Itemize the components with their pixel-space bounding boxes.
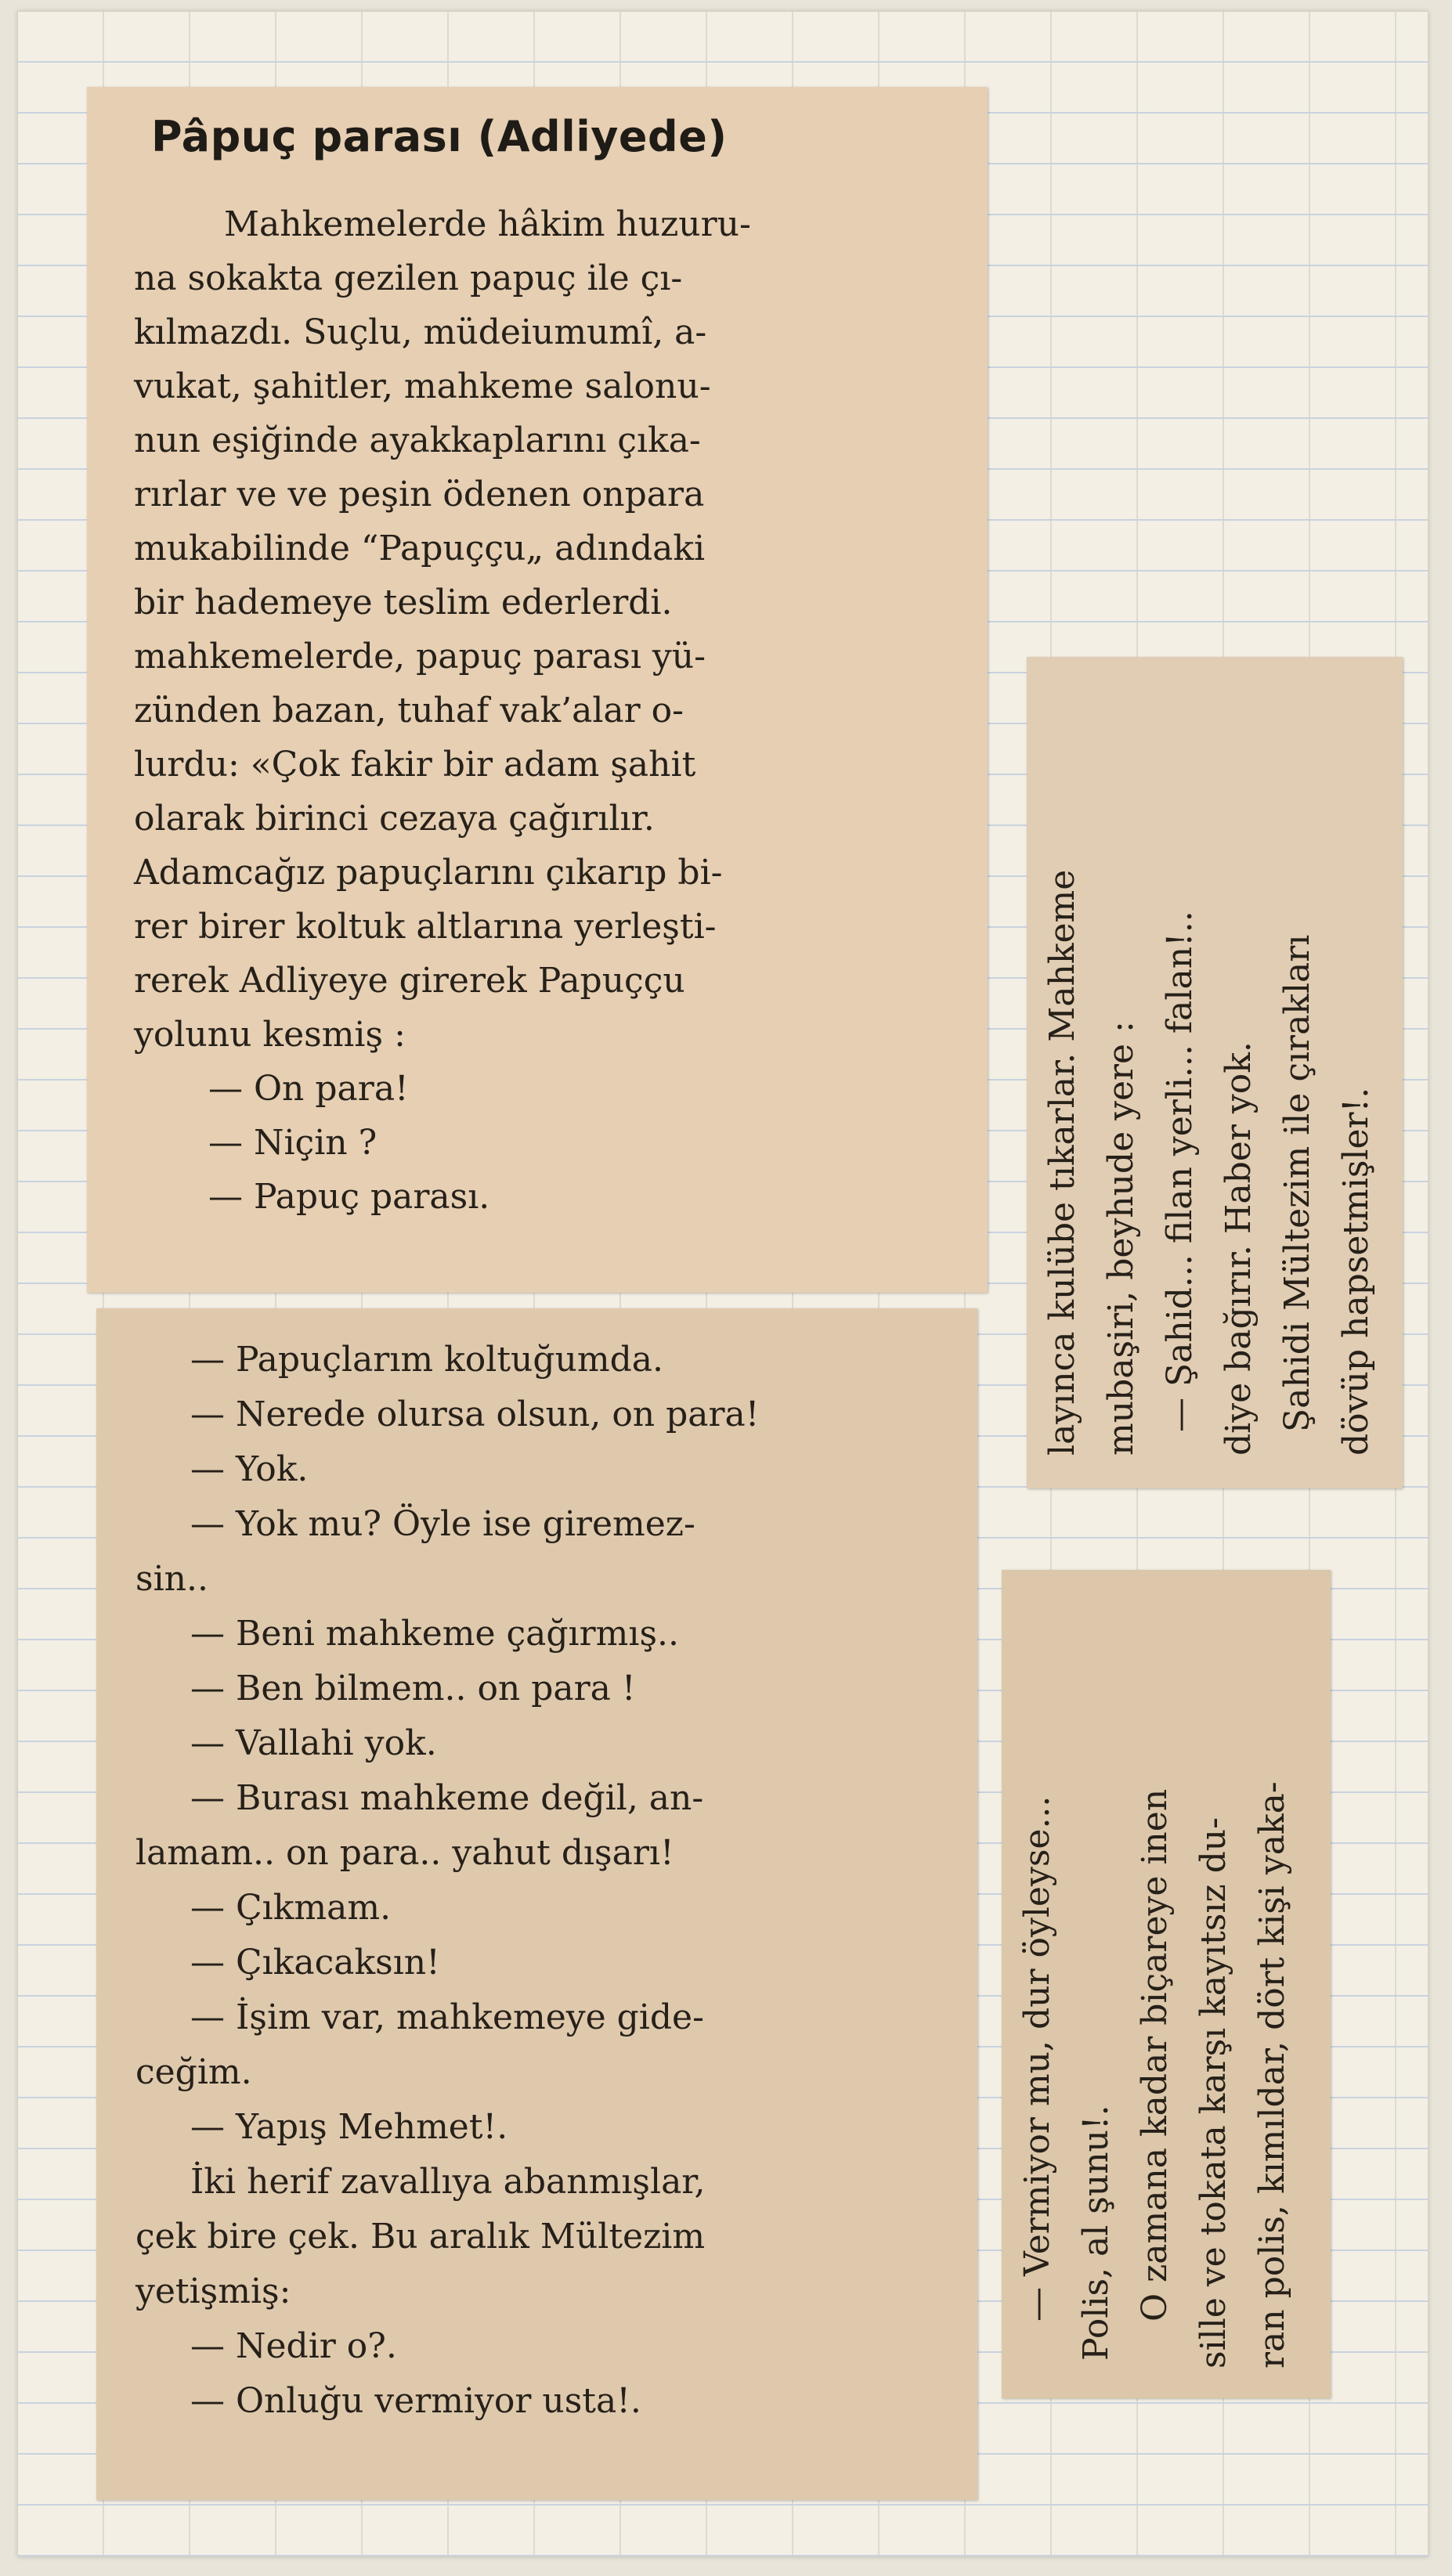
text-line: kılmazdı. Suçlu, müdeiumumî, a- bbox=[134, 312, 707, 352]
text-line: yolunu kesmiş : bbox=[134, 1015, 406, 1055]
text-line: — Burası mahkeme değil, an- bbox=[190, 1778, 704, 1818]
text-line: Adamcağız papuçlarını çıkarıp bi- bbox=[134, 853, 723, 893]
text-line: — Beni mahkeme çağırmış.. bbox=[190, 1614, 679, 1654]
text-line: — Nerede olursa olsun, on para! bbox=[190, 1394, 760, 1434]
text-column: O zamana kadar biçareye inen bbox=[1135, 1788, 1175, 2322]
text-column: dövüp hapsetmişler!. bbox=[1336, 1087, 1376, 1456]
text-line: mahkemelerde, papuç parası yü- bbox=[134, 637, 706, 676]
text-line: — Vallahi yok. bbox=[190, 1723, 437, 1763]
text-line: — Yok. bbox=[190, 1449, 309, 1489]
text-line: lurdu: «Çok fakir bir adam şahit bbox=[134, 745, 696, 785]
text-line: — Nedir o?. bbox=[190, 2326, 397, 2366]
text-line: Mahkemelerde hâkim huzuru- bbox=[224, 204, 751, 244]
text-column: ran polis, kımıldar, dört kişi yaka- bbox=[1252, 1781, 1292, 2369]
text-line: — İşim var, mahkemeye gide- bbox=[190, 1997, 704, 2037]
text-line: nun eşiğinde ayakkaplarını çıka- bbox=[134, 420, 701, 460]
text-line: rırlar ve ve peşin ödenen onpara bbox=[134, 474, 705, 514]
text-column: Polis, al şunu!. bbox=[1076, 2105, 1116, 2361]
text-line: ceğim. bbox=[135, 2052, 252, 2092]
clipping-title: Pâpuç parası (Adliyede) bbox=[151, 112, 728, 161]
text-line: — Çıkacaksın! bbox=[190, 1943, 440, 1983]
clipping-vertical-upper bbox=[1027, 657, 1403, 1488]
clipping-continued bbox=[96, 1308, 977, 2500]
text-line: — Niçin ? bbox=[208, 1123, 377, 1163]
text-line: — On para! bbox=[208, 1069, 409, 1109]
text-column: layınca kulübe tıkarlar. Mahkeme bbox=[1042, 869, 1082, 1456]
text-line: — Onluğu vermiyor usta!. bbox=[190, 2381, 641, 2421]
text-line: olarak birinci cezaya çağırılır. bbox=[134, 799, 655, 839]
text-line: lamam.. on para.. yahut dışarı! bbox=[135, 1833, 674, 1873]
text-line: rerek Adliyeye girerek Papuççu bbox=[134, 961, 685, 1001]
clipping-vertical-lower bbox=[1002, 1570, 1331, 2398]
text-line: — Yok mu? Öyle ise giremez- bbox=[190, 1504, 695, 1544]
text-line: — Papuç parası. bbox=[208, 1177, 490, 1217]
text-line: rer birer koltuk altlarına yerleşti- bbox=[134, 907, 717, 947]
text-column: Şahidi Mültezim ile çırakları bbox=[1277, 934, 1317, 1432]
text-column: sille ve tokata karşı kayıtsız du- bbox=[1194, 1817, 1233, 2369]
text-line: na sokakta gezilen papuç ile çı- bbox=[134, 258, 683, 298]
text-column: — Vermiyor mu, dur öyleyse... bbox=[1017, 1795, 1057, 2322]
text-column: diye bağırır. Haber yok. bbox=[1219, 1041, 1259, 1456]
text-line: sin.. bbox=[135, 1559, 208, 1599]
text-column: — Şahid... filan yerli... falan!.. bbox=[1160, 911, 1200, 1432]
text-line: zünden bazan, tuhaf vak’alar o- bbox=[134, 691, 684, 731]
text-line: bir hademeye teslim ederlerdi. bbox=[134, 583, 673, 622]
text-line: İki herif zavallıya abanmışlar, bbox=[190, 2162, 706, 2202]
notebook-page bbox=[17, 11, 1429, 2557]
text-line: yetişmiş: bbox=[135, 2271, 291, 2311]
text-line: vukat, şahitler, mahkeme salonu- bbox=[134, 366, 711, 406]
text-line: mukabilinde “Papuççu„ adındaki bbox=[134, 529, 706, 568]
clipping-main bbox=[87, 87, 988, 1293]
text-line: — Ben bilmem.. on para ! bbox=[190, 1669, 636, 1708]
text-column: mubaşiri, beyhude yere : bbox=[1101, 1021, 1141, 1456]
text-line: — Papuçlarım koltuğumda. bbox=[190, 1340, 663, 1380]
text-line: — Çıkmam. bbox=[190, 1888, 392, 1928]
text-line: — Yapış Mehmet!. bbox=[190, 2107, 508, 2147]
text-line: çek bire çek. Bu aralık Mültezim bbox=[135, 2217, 706, 2257]
